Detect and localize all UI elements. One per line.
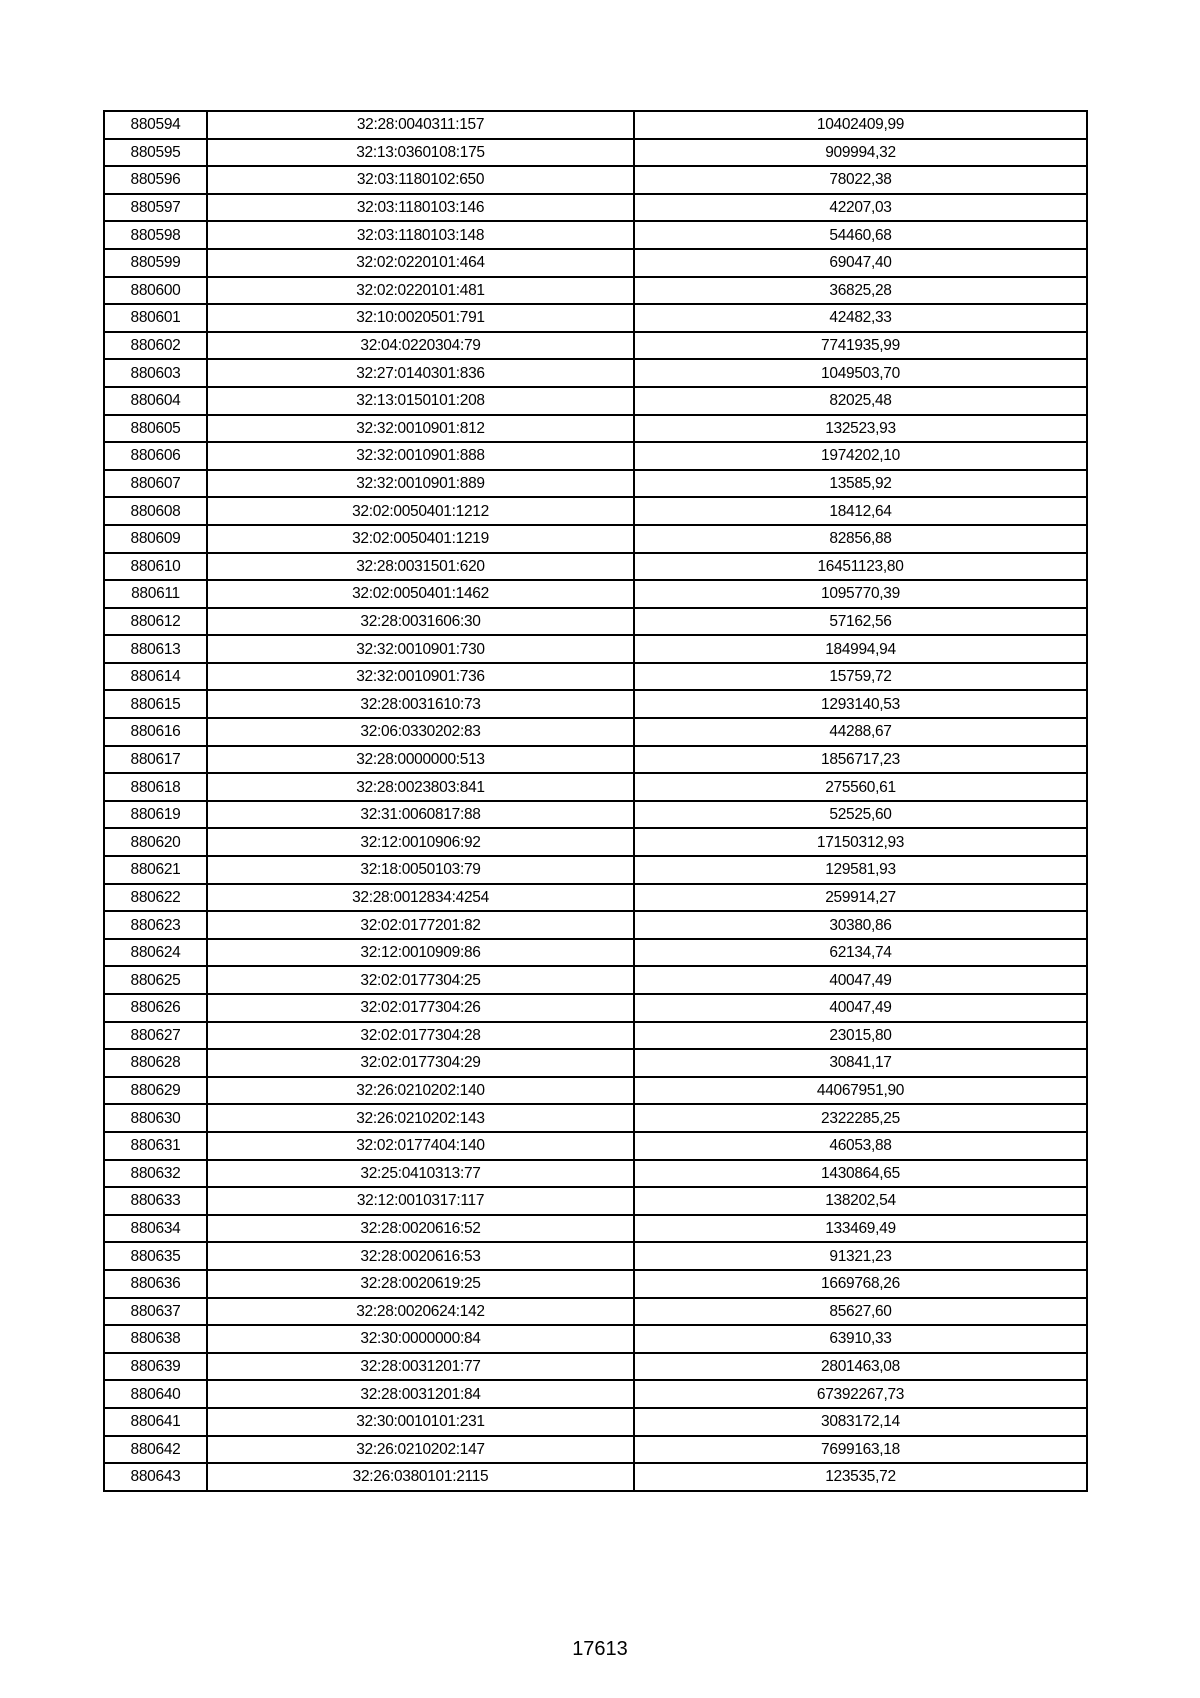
cadastral-value-cell: 16451123,80 — [634, 553, 1087, 581]
cadastral-value-cell: 42482,33 — [634, 304, 1087, 332]
row-number-cell: 880641 — [104, 1408, 207, 1436]
row-number-cell: 880626 — [104, 994, 207, 1022]
cadastral-number-cell: 32:10:0020501:791 — [207, 304, 634, 332]
cadastral-value-cell: 36825,28 — [634, 277, 1087, 305]
table-row — [104, 497, 1087, 525]
cadastral-value-cell: 1669768,26 — [634, 1270, 1087, 1298]
row-number-cell: 880636 — [104, 1270, 207, 1298]
row-number-cell: 880628 — [104, 1049, 207, 1077]
cadastral-number-cell: 32:28:0031610:73 — [207, 690, 634, 718]
row-number-cell: 880637 — [104, 1298, 207, 1326]
row-number-cell: 880599 — [104, 249, 207, 277]
cadastral-value-table — [103, 110, 1088, 1492]
cadastral-value-cell: 69047,40 — [634, 249, 1087, 277]
cadastral-number-cell: 32:18:0050103:79 — [207, 856, 634, 884]
row-number-cell: 880631 — [104, 1132, 207, 1160]
row-number-cell: 880640 — [104, 1380, 207, 1408]
cadastral-value-cell: 3083172,14 — [634, 1408, 1087, 1436]
row-number-cell: 880618 — [104, 773, 207, 801]
cadastral-value-cell: 17150312,93 — [634, 828, 1087, 856]
table-row — [104, 470, 1087, 498]
row-number-cell: 880609 — [104, 525, 207, 553]
cadastral-number-cell: 32:28:0031201:84 — [207, 1380, 634, 1408]
cadastral-number-cell: 32:02:0177404:140 — [207, 1132, 634, 1160]
table-row — [104, 801, 1087, 829]
table-row — [104, 553, 1087, 581]
table-row — [104, 690, 1087, 718]
row-number-cell: 880612 — [104, 608, 207, 636]
row-number-cell: 880639 — [104, 1353, 207, 1381]
cadastral-number-cell: 32:02:0177304:25 — [207, 966, 634, 994]
cadastral-value-cell: 1974202,10 — [634, 442, 1087, 470]
cadastral-number-cell: 32:30:0010101:231 — [207, 1408, 634, 1436]
cadastral-number-cell: 32:28:0031201:77 — [207, 1353, 634, 1381]
table-row — [104, 111, 1087, 139]
cadastral-number-cell: 32:32:0010901:888 — [207, 442, 634, 470]
cadastral-number-cell: 32:26:0210202:147 — [207, 1436, 634, 1464]
cadastral-number-cell: 32:28:0040311:157 — [207, 111, 634, 139]
cadastral-number-cell: 32:13:0150101:208 — [207, 387, 634, 415]
table-row — [104, 1380, 1087, 1408]
cadastral-number-cell: 32:02:0177304:28 — [207, 1022, 634, 1050]
cadastral-number-cell: 32:06:0330202:83 — [207, 718, 634, 746]
table-row — [104, 387, 1087, 415]
row-number-cell: 880621 — [104, 856, 207, 884]
table-row — [104, 1187, 1087, 1215]
cadastral-number-cell: 32:28:0023803:841 — [207, 773, 634, 801]
row-number-cell: 880603 — [104, 359, 207, 387]
table-row — [104, 1408, 1087, 1436]
row-number-cell: 880602 — [104, 332, 207, 360]
cadastral-value-cell: 7741935,99 — [634, 332, 1087, 360]
cadastral-value-cell: 7699163,18 — [634, 1436, 1087, 1464]
row-number-cell: 880634 — [104, 1215, 207, 1243]
cadastral-value-cell: 40047,49 — [634, 966, 1087, 994]
cadastral-number-cell: 32:28:0012834:4254 — [207, 884, 634, 912]
cadastral-value-cell: 44288,67 — [634, 718, 1087, 746]
cadastral-value-cell: 1049503,70 — [634, 359, 1087, 387]
table-row — [104, 1353, 1087, 1381]
cadastral-value-cell: 78022,38 — [634, 166, 1087, 194]
table-row — [104, 1049, 1087, 1077]
cadastral-number-cell: 32:02:0177304:29 — [207, 1049, 634, 1077]
cadastral-value-cell: 91321,23 — [634, 1242, 1087, 1270]
cadastral-value-cell: 123535,72 — [634, 1463, 1087, 1491]
table-row — [104, 415, 1087, 443]
cadastral-value-cell: 1430864,65 — [634, 1160, 1087, 1188]
cadastral-value-cell: 62134,74 — [634, 939, 1087, 967]
table-row — [104, 332, 1087, 360]
cadastral-number-cell: 32:28:0031501:620 — [207, 553, 634, 581]
table-row — [104, 773, 1087, 801]
row-number-cell: 880633 — [104, 1187, 207, 1215]
table-row — [104, 856, 1087, 884]
cadastral-number-cell: 32:02:0220101:481 — [207, 277, 634, 305]
row-number-cell: 880629 — [104, 1077, 207, 1105]
cadastral-number-cell: 32:32:0010901:730 — [207, 635, 634, 663]
cadastral-number-cell: 32:30:0000000:84 — [207, 1325, 634, 1353]
page-number: 17613 — [572, 1638, 628, 1660]
row-number-cell: 880611 — [104, 580, 207, 608]
cadastral-value-cell: 42207,03 — [634, 194, 1087, 222]
cadastral-number-cell: 32:26:0210202:143 — [207, 1104, 634, 1132]
table-row — [104, 994, 1087, 1022]
row-number-cell: 880632 — [104, 1160, 207, 1188]
row-number-cell: 880610 — [104, 553, 207, 581]
cadastral-number-cell: 32:27:0140301:836 — [207, 359, 634, 387]
row-number-cell: 880604 — [104, 387, 207, 415]
table-row — [104, 663, 1087, 691]
cadastral-number-cell: 32:28:0020616:53 — [207, 1242, 634, 1270]
cadastral-value-cell: 275560,61 — [634, 773, 1087, 801]
cadastral-value-cell: 54460,68 — [634, 221, 1087, 249]
table-row — [104, 1242, 1087, 1270]
table-row — [104, 442, 1087, 470]
cadastral-number-cell: 32:02:0177201:82 — [207, 911, 634, 939]
table-row — [104, 1298, 1087, 1326]
cadastral-number-cell: 32:28:0020624:142 — [207, 1298, 634, 1326]
cadastral-value-cell: 57162,56 — [634, 608, 1087, 636]
cadastral-value-cell: 18412,64 — [634, 497, 1087, 525]
cadastral-number-cell: 32:28:0031606:30 — [207, 608, 634, 636]
cadastral-value-cell: 67392267,73 — [634, 1380, 1087, 1408]
cadastral-number-cell: 32:12:0010906:92 — [207, 828, 634, 856]
cadastral-number-cell: 32:13:0360108:175 — [207, 139, 634, 167]
cadastral-value-cell: 82856,88 — [634, 525, 1087, 553]
table-row — [104, 911, 1087, 939]
cadastral-value-cell: 259914,27 — [634, 884, 1087, 912]
cadastral-value-cell: 129581,93 — [634, 856, 1087, 884]
cadastral-value-cell: 63910,33 — [634, 1325, 1087, 1353]
row-number-cell: 880643 — [104, 1463, 207, 1491]
table-row — [104, 1160, 1087, 1188]
cadastral-number-cell: 32:32:0010901:736 — [207, 663, 634, 691]
cadastral-value-cell: 13585,92 — [634, 470, 1087, 498]
row-number-cell: 880615 — [104, 690, 207, 718]
cadastral-number-cell: 32:26:0380101:2115 — [207, 1463, 634, 1491]
table-row — [104, 1022, 1087, 1050]
row-number-cell: 880598 — [104, 221, 207, 249]
cadastral-value-cell: 82025,48 — [634, 387, 1087, 415]
row-number-cell: 880606 — [104, 442, 207, 470]
row-number-cell: 880616 — [104, 718, 207, 746]
cadastral-number-cell: 32:02:0050401:1462 — [207, 580, 634, 608]
cadastral-value-cell: 10402409,99 — [634, 111, 1087, 139]
cadastral-number-cell: 32:03:1180102:650 — [207, 166, 634, 194]
cadastral-value-cell: 85627,60 — [634, 1298, 1087, 1326]
cadastral-value-cell: 23015,80 — [634, 1022, 1087, 1050]
table-row — [104, 966, 1087, 994]
table-row — [104, 304, 1087, 332]
row-number-cell: 880601 — [104, 304, 207, 332]
row-number-cell: 880638 — [104, 1325, 207, 1353]
table-row — [104, 1436, 1087, 1464]
cadastral-number-cell: 32:28:0020616:52 — [207, 1215, 634, 1243]
table-row — [104, 1325, 1087, 1353]
cadastral-value-cell: 1293140,53 — [634, 690, 1087, 718]
table-row — [104, 1132, 1087, 1160]
cadastral-number-cell: 32:26:0210202:140 — [207, 1077, 634, 1105]
table-row — [104, 1215, 1087, 1243]
cadastral-number-cell: 32:02:0050401:1212 — [207, 497, 634, 525]
cadastral-value-cell: 44067951,90 — [634, 1077, 1087, 1105]
table-row — [104, 635, 1087, 663]
table-row — [104, 525, 1087, 553]
row-number-cell: 880630 — [104, 1104, 207, 1132]
table-row — [104, 1104, 1087, 1132]
table-row — [104, 166, 1087, 194]
row-number-cell: 880627 — [104, 1022, 207, 1050]
cadastral-value-cell: 40047,49 — [634, 994, 1087, 1022]
table-row — [104, 828, 1087, 856]
row-number-cell: 880620 — [104, 828, 207, 856]
row-number-cell: 880607 — [104, 470, 207, 498]
cadastral-value-cell: 132523,93 — [634, 415, 1087, 443]
cadastral-number-cell: 32:28:0000000:513 — [207, 746, 634, 774]
cadastral-value-cell: 30841,17 — [634, 1049, 1087, 1077]
cadastral-number-cell: 32:25:0410313:77 — [207, 1160, 634, 1188]
cadastral-value-cell: 1095770,39 — [634, 580, 1087, 608]
table-row — [104, 1463, 1087, 1491]
cadastral-value-cell: 30380,86 — [634, 911, 1087, 939]
cadastral-value-cell: 52525,60 — [634, 801, 1087, 829]
cadastral-value-cell: 138202,54 — [634, 1187, 1087, 1215]
table-row — [104, 249, 1087, 277]
cadastral-number-cell: 32:03:1180103:148 — [207, 221, 634, 249]
table-row — [104, 939, 1087, 967]
cadastral-value-cell: 46053,88 — [634, 1132, 1087, 1160]
cadastral-value-cell: 2801463,08 — [634, 1353, 1087, 1381]
cadastral-number-cell: 32:32:0010901:812 — [207, 415, 634, 443]
row-number-cell: 880617 — [104, 746, 207, 774]
cadastral-number-cell: 32:02:0220101:464 — [207, 249, 634, 277]
cadastral-value-cell: 184994,94 — [634, 635, 1087, 663]
table-row — [104, 139, 1087, 167]
cadastral-number-cell: 32:02:0177304:26 — [207, 994, 634, 1022]
table-row — [104, 359, 1087, 387]
row-number-cell: 880613 — [104, 635, 207, 663]
cadastral-value-cell: 2322285,25 — [634, 1104, 1087, 1132]
cadastral-value-cell: 1856717,23 — [634, 746, 1087, 774]
cadastral-value-cell: 909994,32 — [634, 139, 1087, 167]
row-number-cell: 880622 — [104, 884, 207, 912]
cadastral-number-cell: 32:12:0010317:117 — [207, 1187, 634, 1215]
cadastral-number-cell: 32:03:1180103:146 — [207, 194, 634, 222]
row-number-cell: 880594 — [104, 111, 207, 139]
cadastral-number-cell: 32:28:0020619:25 — [207, 1270, 634, 1298]
row-number-cell: 880600 — [104, 277, 207, 305]
table-row — [104, 1270, 1087, 1298]
cadastral-value-cell: 133469,49 — [634, 1215, 1087, 1243]
cadastral-value-cell: 15759,72 — [634, 663, 1087, 691]
table-row — [104, 221, 1087, 249]
table-row — [104, 580, 1087, 608]
row-number-cell: 880614 — [104, 663, 207, 691]
cadastral-number-cell: 32:31:0060817:88 — [207, 801, 634, 829]
table-row — [104, 884, 1087, 912]
cadastral-number-cell: 32:32:0010901:889 — [207, 470, 634, 498]
row-number-cell: 880623 — [104, 911, 207, 939]
table-body — [104, 111, 1087, 1491]
row-number-cell: 880625 — [104, 966, 207, 994]
table-row — [104, 608, 1087, 636]
table-row — [104, 746, 1087, 774]
row-number-cell: 880624 — [104, 939, 207, 967]
cadastral-number-cell: 32:02:0050401:1219 — [207, 525, 634, 553]
row-number-cell: 880608 — [104, 497, 207, 525]
row-number-cell: 880596 — [104, 166, 207, 194]
table-row — [104, 277, 1087, 305]
table-row — [104, 194, 1087, 222]
row-number-cell: 880635 — [104, 1242, 207, 1270]
cadastral-number-cell: 32:12:0010909:86 — [207, 939, 634, 967]
row-number-cell: 880642 — [104, 1436, 207, 1464]
cadastral-number-cell: 32:04:0220304:79 — [207, 332, 634, 360]
row-number-cell: 880619 — [104, 801, 207, 829]
row-number-cell: 880605 — [104, 415, 207, 443]
table-row — [104, 718, 1087, 746]
table-row — [104, 1077, 1087, 1105]
row-number-cell: 880597 — [104, 194, 207, 222]
row-number-cell: 880595 — [104, 139, 207, 167]
